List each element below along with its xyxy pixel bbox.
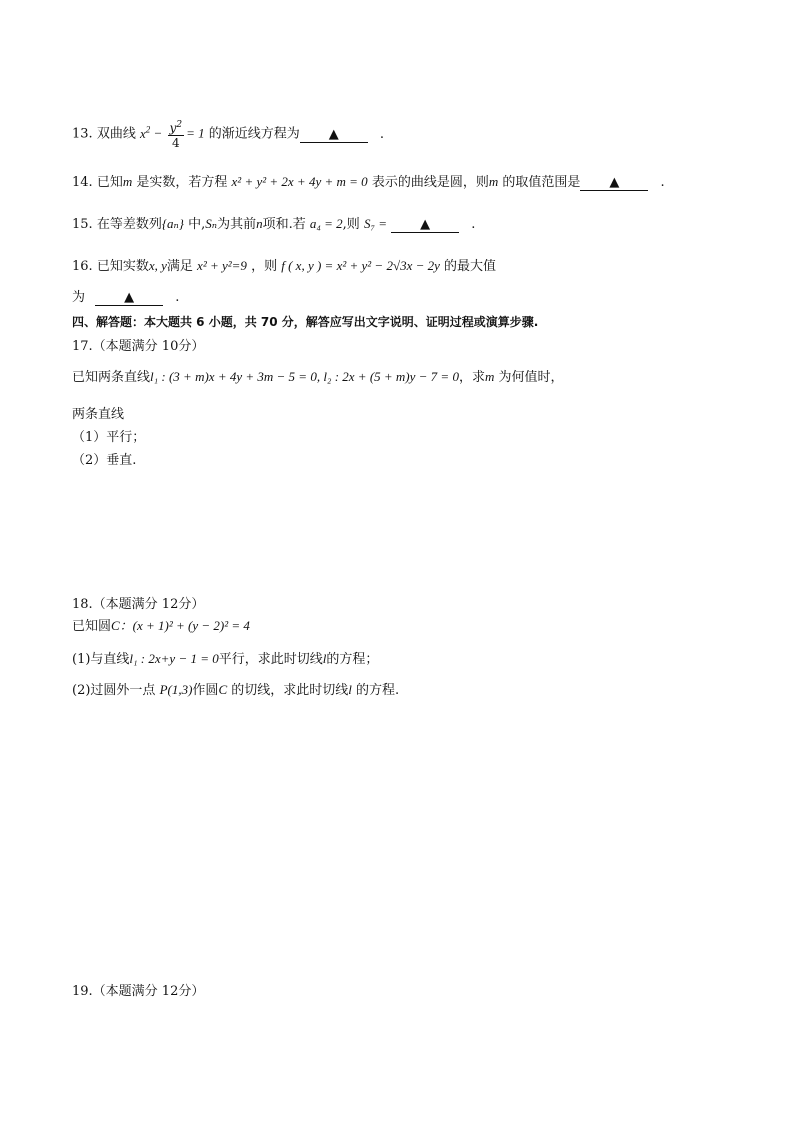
question-text: 已知实数	[96, 259, 149, 274]
question-number: 13.	[72, 126, 93, 142]
end-period: .	[175, 290, 180, 305]
question-19-header: 19.（本题满分 12分）	[72, 984, 205, 999]
answer-blank[interactable]: ▲	[391, 218, 459, 233]
question-text: 表示的曲线是圆，则	[371, 175, 489, 190]
formula-minus: −	[150, 125, 166, 141]
fraction	[168, 118, 185, 150]
end-period: .	[471, 217, 476, 232]
question-text: 已知两条直线	[72, 370, 151, 385]
question-17-header: 17.（本题满分 10分）	[72, 339, 205, 354]
question-text: 项和.若	[262, 217, 306, 232]
question-15	[72, 215, 475, 234]
question-16-line2	[72, 289, 179, 307]
answer-blank[interactable]: ▲	[95, 291, 163, 306]
question-14	[72, 173, 665, 192]
question-text: 已知	[96, 175, 123, 190]
question-text: 为何值时，	[498, 370, 564, 385]
question-number: 14.	[72, 175, 93, 190]
formula: x² + y²=9	[197, 258, 247, 273]
question-13	[72, 118, 384, 150]
formula-term: $x^2$	[139, 124, 151, 141]
question-text: 为	[72, 290, 86, 305]
question-text: (2)过圆外一点	[72, 683, 156, 698]
question-text: 作圆	[192, 683, 219, 698]
question-number: 16.	[72, 259, 93, 274]
formula: a₄ = 2	[309, 216, 343, 231]
section-heading: 四、解答题：本大题共 6 小题，共 70 分，解答应写出文字说明、证明过程或演算步骤.	[72, 315, 539, 329]
question-text: 满足	[166, 259, 193, 274]
question-text: 中,	[188, 217, 206, 232]
variable-c: C	[218, 682, 228, 697]
end-period: .	[660, 175, 665, 190]
question-text: ,则	[342, 217, 360, 232]
question-text: 双曲线	[96, 126, 136, 142]
question-text: 是实数，若方程	[136, 175, 228, 190]
question-text: 的方程.	[356, 683, 400, 698]
formula: l₁ : (3 + m)x + 4y + 3m − 5 = 0, l₂ : 2x + (5 + m)y − 7 = 0	[150, 369, 459, 384]
formula-equals: = 1	[186, 125, 205, 141]
fraction-denominator: 4	[171, 136, 180, 150]
variable-l: l	[322, 651, 327, 666]
formula: f ( x, y ) = x² + y² − 2√3x − 2y	[281, 258, 440, 273]
answer-blank[interactable]: ▲	[580, 176, 648, 191]
end-period: .	[379, 126, 385, 142]
formula: S₇ =	[363, 216, 387, 231]
question-17-item-2: （2）垂直.	[72, 453, 137, 468]
question-text: 平行，求此时切线	[218, 652, 323, 667]
question-number: 15.	[72, 217, 93, 232]
sequence: {aₙ}	[161, 216, 185, 231]
question-18-header: 18.（本题满分 12分）	[72, 597, 205, 612]
variable-l: l	[348, 682, 352, 697]
question-text: ，求	[458, 370, 485, 385]
question-text: 为其前	[217, 217, 257, 232]
formula: l₁ : 2x+y − 1 = 0	[129, 651, 219, 666]
variables: x, y	[148, 258, 167, 273]
question-17	[72, 368, 564, 387]
point: P(1,3)	[159, 682, 193, 697]
question-17-item-1: （1）平行；	[72, 430, 146, 445]
question-16	[72, 257, 496, 276]
variable-n: n	[256, 216, 263, 231]
question-text: 已知圆	[72, 619, 112, 634]
fraction-numerator: $y^2$	[169, 120, 183, 135]
question-text: 的渐近线方程为	[208, 126, 300, 142]
question-18-item-1	[72, 650, 378, 669]
question-text: ，则	[251, 259, 278, 274]
variable-m: m	[122, 174, 133, 189]
partial-sum: Sₙ	[205, 216, 218, 231]
formula: x² + y² + 2x + 4y + m = 0	[231, 174, 368, 189]
question-text: 的最大值	[444, 259, 497, 274]
answer-blank[interactable]: ▲	[300, 128, 368, 143]
question-text: 的取值范围是	[502, 175, 581, 190]
question-text: 在等差数列	[96, 217, 162, 232]
variable-m: m	[484, 369, 495, 384]
question-text: 的方程；	[326, 652, 379, 667]
question-18-item-2	[72, 681, 399, 700]
question-text: (1)与直线	[72, 652, 130, 667]
question-17-line2: 两条直线	[72, 407, 125, 422]
question-text: 的切线，求此时切线	[231, 683, 349, 698]
formula: C：(x + 1)² + (y − 2)² = 4	[111, 618, 250, 633]
variable-m: m	[488, 174, 499, 189]
question-18-circle	[72, 617, 250, 636]
